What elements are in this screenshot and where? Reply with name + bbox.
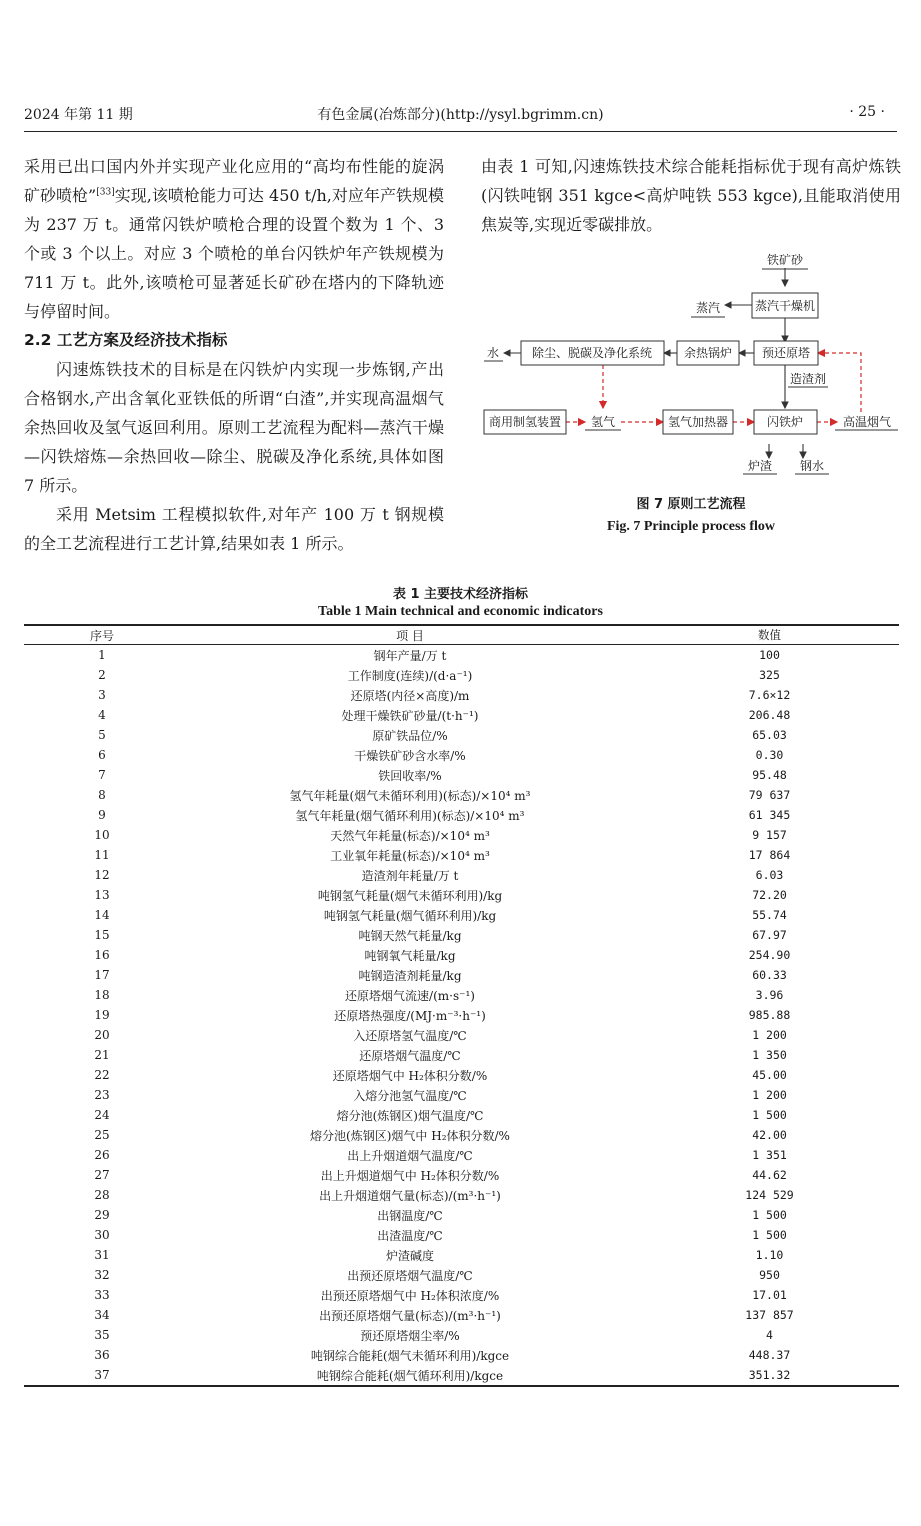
figure-caption-cn: 图 7 原则工艺流程	[636, 497, 746, 512]
row-item: 炉渣碱度	[385, 1248, 434, 1263]
row-value: 7.6×12	[748, 688, 791, 702]
table-row	[24, 945, 899, 965]
row-item: 熔分池(炼钢区)烟气中 H₂体积分数/%	[310, 1128, 510, 1143]
node-molten-steel: 钢水	[799, 459, 825, 473]
node-waste-heat-boiler: 余热锅炉	[683, 346, 733, 360]
row-value: 44.62	[752, 1168, 787, 1182]
row-value: 55.74	[752, 908, 787, 922]
row-index: 11	[94, 848, 110, 862]
row-item: 出上升烟道烟气量(标态)/(m³·h⁻¹)	[319, 1188, 501, 1203]
citation-ref[interactable]: [33]	[96, 187, 115, 198]
row-item: 出预还原塔烟气量(标态)/(m³·h⁻¹)	[319, 1308, 501, 1323]
table-row	[24, 925, 899, 945]
table-row	[24, 885, 899, 905]
table-row	[24, 1105, 899, 1125]
row-value: 1 200	[752, 1028, 787, 1042]
row-index: 10	[94, 828, 110, 842]
row-value: 100	[759, 648, 780, 662]
row-item: 还原塔(内径×高度)/m	[350, 688, 470, 703]
table-body	[24, 645, 899, 1387]
figure-caption-en: Fig. 7 Principle process flow	[606, 519, 776, 534]
node-h2-plant: 商用制氢装置	[488, 415, 562, 429]
row-value: 60.33	[752, 968, 787, 982]
row-item: 吨钢综合能耗(烟气循环利用)/kgce	[316, 1368, 504, 1383]
row-item: 造渣剂年耗量/万 t	[361, 868, 459, 883]
row-item: 吨钢天然气耗量/kg	[358, 928, 462, 943]
row-index: 28	[94, 1188, 110, 1202]
col-header-item: 项 目	[396, 628, 424, 643]
row-index: 36	[94, 1348, 110, 1362]
table-row	[24, 765, 899, 785]
table-caption-en: Table 1 Main technical and economic indicators	[318, 604, 603, 619]
row-index: 35	[94, 1328, 110, 1342]
row-value: 42.00	[752, 1128, 787, 1142]
row-value: 1 500	[752, 1108, 787, 1122]
journal-title: 有色金属(冶炼部分)(http://ysyl.bgrimm.cn)	[317, 107, 604, 123]
row-value: 1 351	[752, 1148, 787, 1162]
flow-diagram	[481, 246, 901, 492]
row-item: 吨钢造渣剂耗量/kg	[358, 968, 462, 983]
node-steam: 蒸汽	[695, 301, 721, 315]
row-value: 206.48	[748, 708, 791, 722]
row-value: 1 350	[752, 1048, 787, 1062]
row-value: 79 637	[748, 788, 791, 802]
row-index: 26	[94, 1148, 110, 1162]
table-row	[24, 1245, 899, 1265]
row-index: 8	[98, 788, 106, 802]
row-value: 17 864	[748, 848, 791, 862]
paragraph-nozzle	[24, 152, 444, 326]
table-row	[24, 1085, 899, 1105]
node-steam-dryer: 蒸汽干燥机	[754, 299, 816, 313]
row-item: 吨钢氢气耗量(烟气循环利用)/kg	[323, 908, 497, 923]
node-flux: 造渣剂	[789, 372, 827, 386]
col-header-index: 序号	[89, 628, 114, 643]
row-index: 22	[94, 1068, 110, 1082]
row-item: 天然气年耗量(标态)/×10⁴ m³	[330, 828, 490, 843]
table-row	[24, 785, 899, 805]
row-value: 45.00	[752, 1068, 787, 1082]
row-item: 工作制度(连续)/(d·a⁻¹)	[347, 668, 473, 683]
table-row	[24, 985, 899, 1005]
paragraph-text: 实现,该喷枪能力可达 450 t/h,对应年产铁规模为 237 万 t。通常闪铁炉喷枪合理的设置个数为 1 个、3 个或 3 个以上。对应 3 个喷枪的单台闪铁炉年产铁规模为 711 万 t。此外,该喷枪可显著延长矿砂在塔内的下降轨迹与停留时间。	[24, 186, 444, 321]
row-value: 351.32	[748, 1368, 791, 1382]
page-number: · 25 ·	[849, 104, 885, 120]
table-row	[24, 965, 899, 985]
row-index: 3	[98, 688, 106, 702]
table-row	[24, 1165, 899, 1185]
table-header-row	[24, 625, 899, 645]
row-value: 4	[766, 1328, 773, 1342]
row-item: 氢气年耗量(烟气循环利用)(标态)/×10⁴ m³	[295, 808, 525, 823]
row-index: 7	[98, 768, 106, 782]
process-flow-figure	[481, 246, 901, 492]
right-column	[481, 152, 901, 239]
row-value: 254.90	[748, 948, 791, 962]
row-index: 6	[98, 748, 106, 762]
node-hot-flue-gas: 高温烟气	[842, 415, 892, 429]
row-index: 1	[98, 648, 106, 662]
row-item: 还原塔烟气温度/℃	[359, 1048, 461, 1063]
table-row	[24, 1125, 899, 1145]
row-index: 34	[94, 1308, 110, 1322]
table-row	[24, 645, 899, 666]
row-index: 25	[94, 1128, 110, 1142]
row-index: 23	[94, 1088, 110, 1102]
issue-label: 2024 年第 11 期	[24, 107, 133, 123]
node-hydrogen: 氢气	[590, 415, 616, 429]
row-item: 还原塔烟气中 H₂体积分数/%	[332, 1068, 488, 1083]
row-value: 1 500	[752, 1208, 787, 1222]
row-value: 0.30	[755, 748, 784, 762]
table-row	[24, 865, 899, 885]
table-row	[24, 905, 899, 925]
table-row	[24, 665, 899, 685]
row-item: 熔分池(炼钢区)烟气温度/℃	[336, 1108, 484, 1123]
row-index: 19	[94, 1008, 110, 1022]
row-item: 工业氧年耗量(标态)/×10⁴ m³	[330, 848, 490, 863]
row-index: 24	[94, 1108, 110, 1122]
row-item: 干燥铁矿砂含水率/%	[354, 748, 466, 763]
row-value: 448.37	[748, 1348, 791, 1362]
table-row	[24, 1265, 899, 1285]
row-value: 65.03	[752, 728, 787, 742]
row-index: 13	[94, 888, 110, 902]
paragraph-text: 采用已出口国内外并实现产业化应用的“高均布性能的旋涡矿砂喷枪”	[24, 157, 444, 205]
row-index: 4	[98, 708, 106, 722]
row-value: 1 500	[752, 1228, 787, 1242]
row-item: 入熔分池氢气温度/℃	[353, 1088, 467, 1103]
row-value: 6.03	[755, 868, 784, 882]
row-value: 67.97	[752, 928, 787, 942]
row-item: 处理干燥铁矿砂量/(t·h⁻¹)	[341, 708, 479, 723]
left-column	[24, 152, 444, 558]
row-item: 吨钢氧气耗量/kg	[364, 948, 456, 963]
row-value: 985.88	[748, 1008, 791, 1022]
table-row	[24, 1345, 899, 1365]
row-index: 32	[94, 1268, 110, 1282]
table-row	[24, 685, 899, 705]
row-index: 21	[94, 1048, 110, 1062]
node-flash-furnace: 闪铁炉	[766, 415, 804, 429]
row-value: 17.01	[752, 1288, 787, 1302]
node-iron-ore: 铁矿砂	[766, 253, 804, 267]
header-rule	[24, 131, 897, 132]
row-value: 124 529	[745, 1188, 794, 1202]
row-index: 37	[94, 1368, 110, 1382]
row-item: 还原塔烟气流速/(m·s⁻¹)	[345, 988, 475, 1003]
row-value: 325	[759, 668, 780, 682]
table-row	[24, 1045, 899, 1065]
table-row	[24, 805, 899, 825]
row-value: 61 345	[748, 808, 791, 822]
node-water: 水	[486, 346, 500, 360]
table-row	[24, 1065, 899, 1085]
node-h2-heater: 氢气加热器	[667, 415, 729, 429]
row-item: 原矿铁品位/%	[372, 728, 448, 743]
row-value: 3.96	[755, 988, 784, 1002]
node-pre-reduction-tower: 预还原塔	[761, 346, 811, 360]
section-heading: 2.2 工艺方案及经济技术指标	[24, 331, 228, 349]
row-value: 72.20	[752, 888, 787, 902]
row-item: 出渣温度/℃	[377, 1228, 443, 1243]
table-row	[24, 1325, 899, 1345]
table-row	[24, 1025, 899, 1045]
row-index: 29	[94, 1208, 110, 1222]
table-row	[24, 1185, 899, 1205]
table-row	[24, 1005, 899, 1025]
row-index: 2	[98, 668, 106, 682]
table-row	[24, 1225, 899, 1245]
row-index: 20	[94, 1028, 110, 1042]
indicators-table	[24, 624, 899, 1387]
row-index: 12	[94, 868, 110, 882]
paragraph-energy: 由表 1 可知,闪速炼铁技术综合能耗指标优于现有高炉炼铁(闪铁吨钢 351 kgce<高炉吨铁 553 kgce),且能取消使用焦炭等,实现近零碳排放。	[481, 157, 901, 234]
row-index: 17	[94, 968, 110, 982]
table-row	[24, 825, 899, 845]
row-index: 15	[94, 928, 110, 942]
running-header	[24, 104, 897, 124]
row-value: 950	[759, 1268, 780, 1282]
row-item: 预还原塔烟尘率/%	[360, 1328, 460, 1343]
row-index: 18	[94, 988, 110, 1002]
table-row	[24, 725, 899, 745]
row-index: 31	[94, 1248, 110, 1262]
table-row	[24, 745, 899, 765]
row-item: 还原塔热强度/(MJ·m⁻³·h⁻¹)	[334, 1008, 486, 1023]
node-dust-system: 除尘、脱碳及净化系统	[531, 346, 653, 360]
row-value: 9 157	[752, 828, 787, 842]
table-row	[24, 845, 899, 865]
table-row	[24, 705, 899, 725]
col-header-value: 数值	[758, 628, 781, 642]
table-row	[24, 1285, 899, 1305]
row-item: 出钢温度/℃	[377, 1208, 443, 1223]
row-index: 14	[94, 908, 110, 922]
row-item: 吨钢综合能耗(烟气未循环利用)/kgce	[310, 1348, 510, 1363]
row-item: 出预还原塔烟气中 H₂体积浓度/%	[320, 1288, 500, 1303]
row-item: 吨钢氢气耗量(烟气未循环利用)/kg	[317, 888, 503, 903]
row-value: 1 200	[752, 1088, 787, 1102]
table-row	[24, 1305, 899, 1325]
paragraph-simulation: 采用 Metsim 工程模拟软件,对年产 100 万 t 钢规模的全工艺流程进行工艺计算,结果如表 1 所示。	[24, 505, 444, 553]
table-row	[24, 1205, 899, 1225]
row-item: 出上升烟道烟气中 H₂体积分数/%	[320, 1168, 500, 1183]
row-item: 氢气年耗量(烟气未循环利用)(标态)/×10⁴ m³	[289, 788, 531, 803]
row-item: 出上升烟道烟气温度/℃	[347, 1148, 473, 1163]
node-slag: 炉渣	[747, 459, 773, 473]
row-item: 出预还原塔烟气温度/℃	[347, 1268, 473, 1283]
row-value: 137 857	[745, 1308, 794, 1322]
row-index: 9	[98, 808, 106, 822]
row-item: 入还原塔氢气温度/℃	[353, 1028, 467, 1043]
table-row	[24, 1145, 899, 1165]
row-item: 钢年产量/万 t	[373, 648, 447, 663]
paragraph-target: 闪速炼铁技术的目标是在闪铁炉内实现一步炼钢,产出合格钢水,产出含氧化亚铁低的所谓“白渣”,并实现高温烟气余热回收及氢气返回利用。原则工艺流程为配料—蒸汽干燥—闪铁熔炼—余热回收—除尘、脱碳及净化系统,具体如图 7 所示。	[24, 360, 444, 495]
row-value: 95.48	[752, 768, 787, 782]
row-index: 30	[94, 1228, 110, 1242]
row-item: 铁回收率/%	[378, 768, 442, 783]
row-value: 1.10	[755, 1248, 784, 1262]
row-index: 16	[94, 948, 110, 962]
row-index: 27	[94, 1168, 110, 1182]
table-row	[24, 1365, 899, 1386]
row-index: 33	[94, 1288, 110, 1302]
row-index: 5	[98, 728, 106, 742]
table-caption-cn: 表 1 主要技术经济指标	[392, 587, 529, 602]
